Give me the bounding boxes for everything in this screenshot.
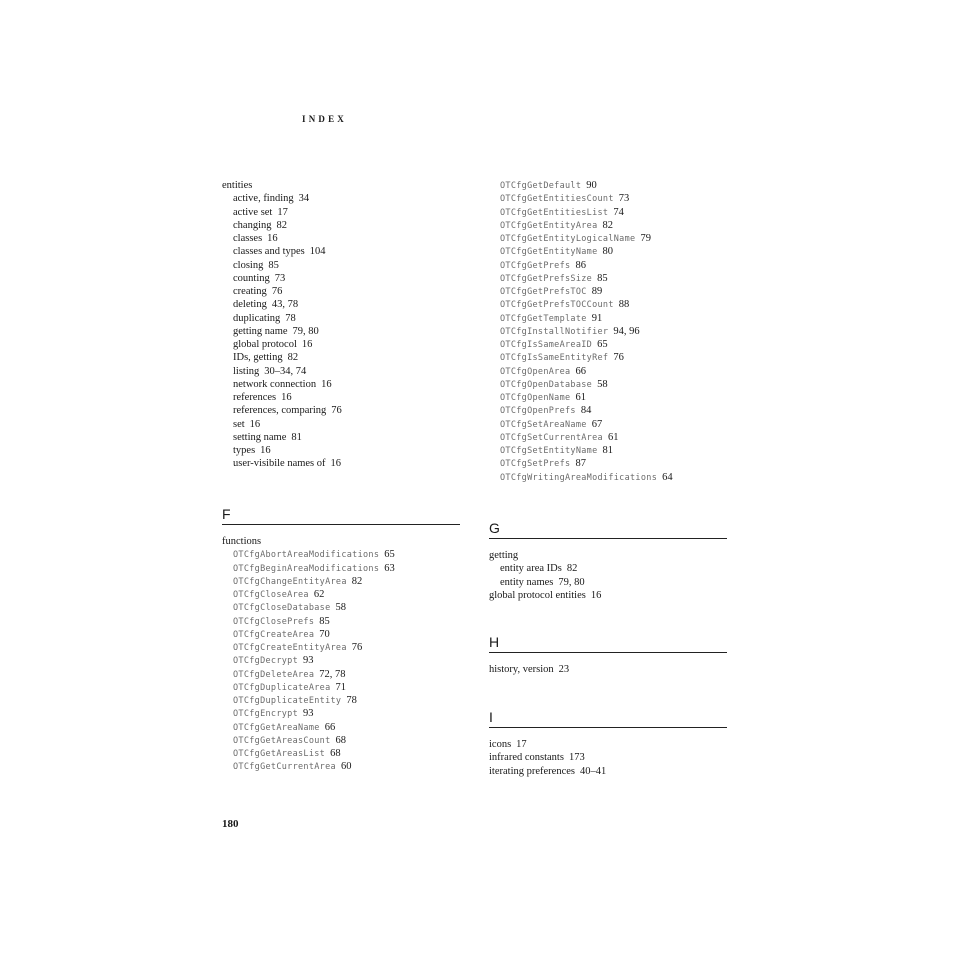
index-entry [489, 751, 727, 764]
index-entry-term: changing [233, 219, 272, 231]
index-entry-pages: 17 [277, 206, 288, 218]
index-entry-pages: 91 [591, 312, 603, 324]
index-section-i [489, 708, 727, 778]
index-entry-pages: 78 [285, 312, 296, 324]
index-entry [489, 378, 727, 391]
index-entry-term: OTCfgBeginAreaModifications [233, 563, 380, 574]
index-entry [222, 760, 460, 773]
index-entry-term: closing [233, 259, 264, 271]
index-entry [489, 351, 727, 364]
index-entry-pages: 93 [303, 708, 314, 720]
index-entry-pages: 61 [575, 392, 586, 403]
index-entry-pages: 58 [597, 378, 608, 390]
index-entry-term: OTCfgGetEntityArea [500, 220, 598, 231]
index-section-h [489, 633, 727, 676]
index-entry-term: OTCfgAbortAreaModifications [233, 550, 380, 561]
index-entry [222, 404, 460, 417]
index-entry-pages: 86 [575, 259, 586, 271]
index-entry-term: set [233, 418, 245, 430]
index-entry-pages: 85 [597, 272, 608, 284]
index-entry-pages: 16 [281, 392, 292, 403]
index-column-left [222, 179, 460, 471]
index-section-g [489, 519, 727, 602]
index-entry-pages: 58 [335, 602, 347, 614]
section-divider [222, 524, 460, 525]
index-entry-term: OTCfgDecrypt [233, 656, 299, 667]
page-number: 180 [222, 818, 239, 830]
index-entry-term: OTCfgCloseArea [233, 590, 309, 600]
index-entry-pages: 82 [566, 563, 578, 575]
index-entry-pages: 80 [602, 246, 614, 258]
index-entry [222, 628, 460, 641]
index-entry-term: getting [489, 550, 519, 561]
running-header: INDEX [302, 114, 348, 124]
index-entry-term: active set [233, 206, 273, 218]
index-entry-pages: 30–34, 74 [264, 365, 307, 377]
index-entry-term: global protocol [233, 339, 297, 350]
index-entry [222, 312, 460, 325]
index-entry-pages: 64 [662, 471, 673, 483]
index-entry-term: listing [233, 365, 260, 377]
index-entry [489, 431, 727, 444]
index-entry-term: user-visibile names of [233, 458, 326, 470]
index-entry-term: OTCfgDeleteArea [233, 669, 315, 680]
index-entry-term: OTCfgSetEntityName [500, 446, 598, 456]
index-entry-pages: 89 [591, 286, 603, 297]
index-entry-term: OTCfgGetPrefs [500, 260, 571, 271]
index-entry-pages: 72, 78 [319, 668, 346, 680]
index-entry-term: global protocol entities [489, 589, 586, 601]
index-entry-pages: 16 [249, 418, 261, 430]
index-entry [222, 681, 460, 694]
section-divider [489, 652, 727, 653]
index-entry [222, 325, 460, 338]
index-entry [222, 615, 460, 628]
index-entry [489, 245, 727, 258]
index-entry-term: classes and types [233, 246, 305, 258]
index-entry-pages: 76 [271, 286, 283, 297]
index-entry-term: OTCfgIsSameAreaID [500, 340, 593, 350]
index-entry-pages: 104 [309, 246, 326, 258]
index-entry-pages: 16 [260, 445, 271, 456]
index-entry-term: infrared constants [489, 752, 564, 764]
index-entry [222, 259, 460, 272]
index-entry-pages: 84 [580, 405, 592, 417]
index-entry [489, 219, 727, 232]
index-entry [222, 219, 460, 232]
index-entry [222, 601, 460, 614]
index-entry-term: OTCfgChangeEntityArea [233, 576, 347, 587]
section-letter-f: F [222, 506, 231, 522]
index-entry-pages: 82 [351, 575, 363, 587]
index-entry-term: counting [233, 272, 270, 284]
index-entry-pages: 34 [298, 193, 310, 205]
index-entry-term: types [233, 445, 256, 456]
index-entry-pages: 62 [313, 589, 325, 600]
index-entry-term: OTCfgIsSameEntityRef [500, 353, 609, 364]
index-column-right [489, 179, 727, 484]
index-entry [489, 576, 727, 589]
index-entry [489, 738, 727, 751]
index-entry-pages: 16 [301, 339, 313, 350]
index-entry-pages: 81 [602, 445, 614, 456]
index-entry-pages: 68 [330, 748, 341, 759]
index-entry-pages: 66 [324, 721, 336, 733]
index-entry-pages: 65 [384, 549, 395, 561]
index-entry [489, 232, 727, 245]
index-entry-term: OTCfgCloseDatabase [233, 603, 331, 614]
index-entry-pages: 79, 80 [292, 325, 319, 337]
index-entry-pages: 94, 96 [613, 325, 640, 337]
index-entry [222, 365, 460, 378]
index-entry [222, 734, 460, 747]
index-entry-term: classes [233, 233, 263, 244]
index-entry-term: iterating preferences [489, 765, 575, 777]
index-heading-entities: entities [222, 180, 253, 191]
index-entry-term: OTCfgOpenName [500, 393, 571, 403]
index-entry-term: OTCfgWritingAreaModifications [500, 472, 658, 483]
index-entry-term: references [233, 392, 277, 403]
index-entry-term: icons [489, 739, 512, 750]
index-entry-term: OTCfgGetEntityLogicalName [500, 234, 636, 244]
index-entry [489, 457, 727, 470]
section-letter-i: I [489, 709, 493, 725]
index-entry-term: OTCfgGetEntitiesList [500, 207, 609, 218]
index-entry [222, 668, 460, 681]
section-divider [489, 727, 727, 728]
index-entry [489, 589, 727, 602]
index-entry-term: OTCfgClosePrefs [233, 616, 315, 627]
index-entry-term: OTCfgGetAreasList [233, 749, 326, 759]
section-letter-h: H [489, 634, 500, 650]
index-entry-term: deleting [233, 299, 267, 311]
index-entry [222, 206, 460, 219]
index-entry-term: OTCfgOpenPrefs [500, 406, 576, 417]
index-entry-pages: 61 [607, 431, 619, 443]
index-entry-term: OTCfgGetEntityName [500, 247, 598, 258]
entities-subentries [222, 192, 460, 470]
section-h-entries [489, 663, 727, 676]
index-entry [489, 179, 727, 192]
index-entry-pages: 85 [319, 615, 330, 627]
index-entry-pages: 66 [575, 365, 586, 377]
index-entry-term: duplicating [233, 312, 281, 324]
index-entry-term: OTCfgGetAreaName [233, 722, 320, 733]
index-entry [222, 298, 460, 311]
index-entry-pages: 65 [597, 339, 608, 350]
index-entry-pages: 79 [640, 233, 651, 244]
index-entry [489, 325, 727, 338]
index-entry-term: IDs, getting [233, 352, 283, 364]
index-entry [222, 457, 460, 470]
index-entry-term: OTCfgCreateArea [233, 629, 315, 640]
index-entry [222, 548, 460, 561]
index-entry [489, 549, 727, 562]
section-i-entries [489, 738, 727, 778]
index-entry-pages: 16 [267, 233, 278, 244]
index-entry [489, 471, 727, 484]
index-heading-functions: functions [222, 536, 262, 547]
functions-continued-subentries [489, 179, 727, 484]
index-entry-pages: 87 [575, 458, 586, 470]
section-divider [489, 538, 727, 539]
index-entry-pages: 81 [291, 431, 302, 443]
index-entry [489, 192, 727, 205]
index-entry [222, 192, 460, 205]
index-entry [222, 721, 460, 734]
index-entry-term: OTCfgGetAreasCount [233, 735, 331, 746]
index-entry-term: OTCfgGetPrefsTOCCount [500, 300, 614, 311]
index-entry-term: OTCfgGetDefault [500, 181, 582, 191]
index-entry-term: OTCfgGetTemplate [500, 313, 587, 324]
index-entry [222, 338, 460, 351]
index-entry [222, 378, 460, 391]
index-entry-term: OTCfgSetPrefs [500, 459, 571, 470]
index-entry [489, 444, 727, 457]
index-entry [222, 707, 460, 720]
index-entry-term: entity area IDs [500, 563, 562, 575]
index-entry-pages: 79, 80 [558, 576, 585, 588]
index-entry-term: entity names [500, 576, 554, 588]
index-entry [222, 351, 460, 364]
index-entry [222, 418, 460, 431]
index-entry-pages: 40–41 [580, 765, 607, 777]
index-entry-term: OTCfgOpenDatabase [500, 379, 593, 390]
index-entry-pages: 23 [558, 664, 570, 675]
index-entry [222, 431, 460, 444]
index-entry-pages: 60 [340, 761, 352, 773]
index-entry-term: OTCfgSetCurrentArea [500, 432, 603, 443]
index-entry-pages: 74 [613, 206, 624, 218]
index-entry [222, 747, 460, 760]
index-entry-term: active, finding [233, 193, 294, 205]
index-entry [222, 641, 460, 654]
index-entry-term: OTCfgCreateEntityArea [233, 643, 347, 653]
index-entry-term: getting name [233, 325, 288, 337]
index-entry-term: OTCfgOpenArea [500, 366, 571, 377]
index-entry [222, 444, 460, 457]
index-entry [222, 562, 460, 575]
index-entry-pages: 67 [591, 418, 603, 430]
index-entry-pages: 76 [613, 352, 624, 364]
index-entry-pages: 43, 78 [271, 299, 299, 311]
index-entry-term: network connection [233, 378, 317, 390]
index-entry-pages: 82 [602, 219, 614, 231]
index-entry [222, 575, 460, 588]
index-entry-pages: 70 [319, 628, 330, 640]
index-entry-pages: 93 [303, 655, 314, 667]
index-entry-term: references, comparing [233, 405, 327, 417]
index-entry [489, 312, 727, 325]
index-entry-term: OTCfgInstallNotifier [500, 326, 609, 337]
index-section-f [222, 505, 460, 774]
index-entry-pages: 16 [330, 458, 342, 470]
index-entry [222, 654, 460, 667]
index-entry-pages: 88 [618, 299, 630, 311]
index-entry-pages: 78 [346, 695, 357, 706]
index-entry-pages: 82 [276, 219, 287, 231]
index-entry-term: OTCfgGetCurrentArea [233, 762, 336, 773]
section-g-entries [489, 549, 727, 602]
index-entry-pages: 16 [590, 589, 602, 601]
index-entry [489, 285, 727, 298]
index-entry [222, 285, 460, 298]
section-letter-g: G [489, 520, 500, 536]
index-entry [489, 298, 727, 311]
index-entry [222, 245, 460, 258]
index-entry-term: setting name [233, 431, 287, 443]
index-entry [489, 391, 727, 404]
index-entry-term: OTCfgEncrypt [233, 709, 299, 720]
index-entry-pages: 85 [268, 259, 279, 271]
index-entry-pages: 71 [335, 681, 347, 693]
index-entry [489, 338, 727, 351]
index-entry [222, 694, 460, 707]
index-entry-term: history, version [489, 664, 554, 675]
index-entry-pages: 90 [586, 180, 597, 191]
index-entry [489, 259, 727, 272]
index-entry [489, 418, 727, 431]
index-entry [489, 365, 727, 378]
index-entry-pages: 63 [384, 562, 395, 574]
index-entry-term: creating [233, 286, 267, 297]
index-entry-term: OTCfgGetEntitiesCount [500, 194, 614, 205]
index-entry-pages: 82 [287, 352, 299, 364]
index-entry-term: OTCfgDuplicateArea [233, 682, 331, 693]
index-entry-term: OTCfgGetPrefsSize [500, 273, 593, 284]
index-entry-pages: 76 [351, 642, 363, 653]
index-entry-pages: 76 [331, 405, 342, 417]
index-entry [489, 765, 727, 778]
index-entry-term: OTCfgSetAreaName [500, 419, 587, 430]
index-entry [489, 404, 727, 417]
functions-subentries [222, 548, 460, 773]
index-entry-pages: 73 [274, 272, 286, 284]
index-entry [222, 588, 460, 601]
index-entry [489, 206, 727, 219]
index-entry-term: OTCfgGetPrefsTOC [500, 287, 587, 297]
index-entry [222, 232, 460, 245]
index-entry-pages: 17 [516, 739, 527, 750]
index-entry-pages: 173 [568, 752, 585, 764]
index-entry [489, 663, 727, 676]
index-entry-pages: 16 [321, 378, 332, 390]
index-entry [222, 272, 460, 285]
index-entry-term: OTCfgDuplicateEntity [233, 696, 342, 706]
index-entry-pages: 73 [618, 193, 630, 205]
index-entry [222, 391, 460, 404]
index-entry [489, 272, 727, 285]
index-entry-pages: 68 [335, 734, 347, 746]
index-entry [489, 562, 727, 575]
